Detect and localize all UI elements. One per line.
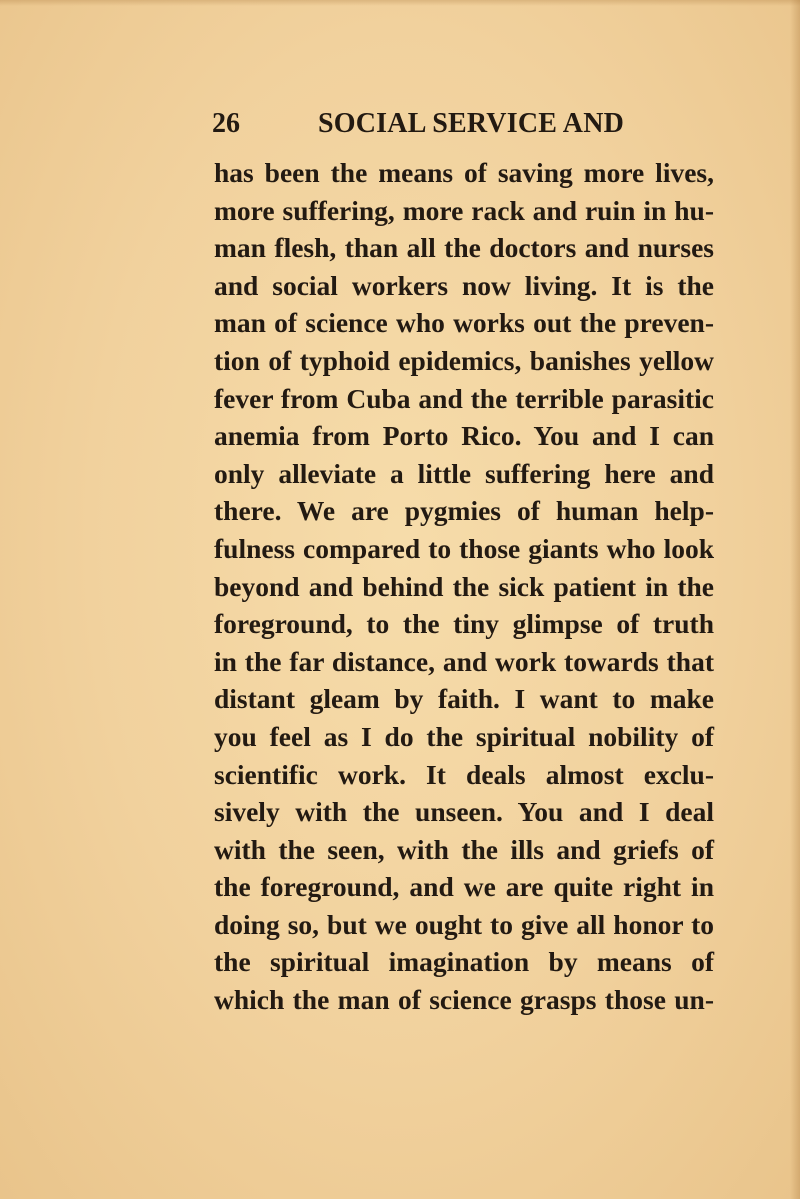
text-line: which the man of science grasps those un- <box>214 984 714 1016</box>
text-line: man flesh, than all the doctors and nurses <box>214 232 714 264</box>
text-line: you feel as I do the spiritual nobility of <box>214 720 714 752</box>
text-line: beyond and behind the sick patient in the <box>214 570 714 602</box>
text-line: scientific work. It deals almost exclu- <box>214 758 714 790</box>
text-line: foreground, to the tiny glimpse of truth <box>214 608 714 640</box>
text-line: more suffering, more rack and ruin in hu- <box>214 194 714 226</box>
text-line: doing so, but we ought to give all honor to <box>214 908 714 940</box>
text-line: and social workers now living. It is the <box>214 269 714 301</box>
text-line: with the seen, with the ills and griefs of <box>214 833 714 865</box>
text-line: tion of typhoid epidemics, banishes yellow <box>214 344 714 376</box>
running-title: SOCIAL SERVICE AND <box>318 108 625 139</box>
page-top-shadow <box>0 0 800 6</box>
page-right-shadow <box>790 0 800 1199</box>
text-line: distant gleam by faith. I want to make <box>214 683 714 715</box>
page-number: 26 <box>212 108 240 139</box>
text-line: fulness compared to those giants who look <box>214 532 714 564</box>
text-line: only alleviate a little suffering here and <box>214 457 714 489</box>
text-line: man of science who works out the preven- <box>214 307 714 339</box>
text-line: the foreground, and we are quite right in <box>214 871 714 903</box>
running-head <box>212 108 712 148</box>
text-line: has been the means of saving more lives, <box>214 157 714 188</box>
text-line: anemia from Porto Rico. You and I can <box>214 420 714 452</box>
text-line: in the far distance, and work towards that <box>214 645 714 677</box>
text-line: the spiritual imagination by means of <box>214 946 714 978</box>
body-text <box>214 154 714 1019</box>
text-line: there. We are pygmies of human help- <box>214 495 714 527</box>
text-line: sively with the unseen. You and I deal <box>214 796 714 828</box>
text-line: fever from Cuba and the terrible parasitic <box>214 382 714 414</box>
